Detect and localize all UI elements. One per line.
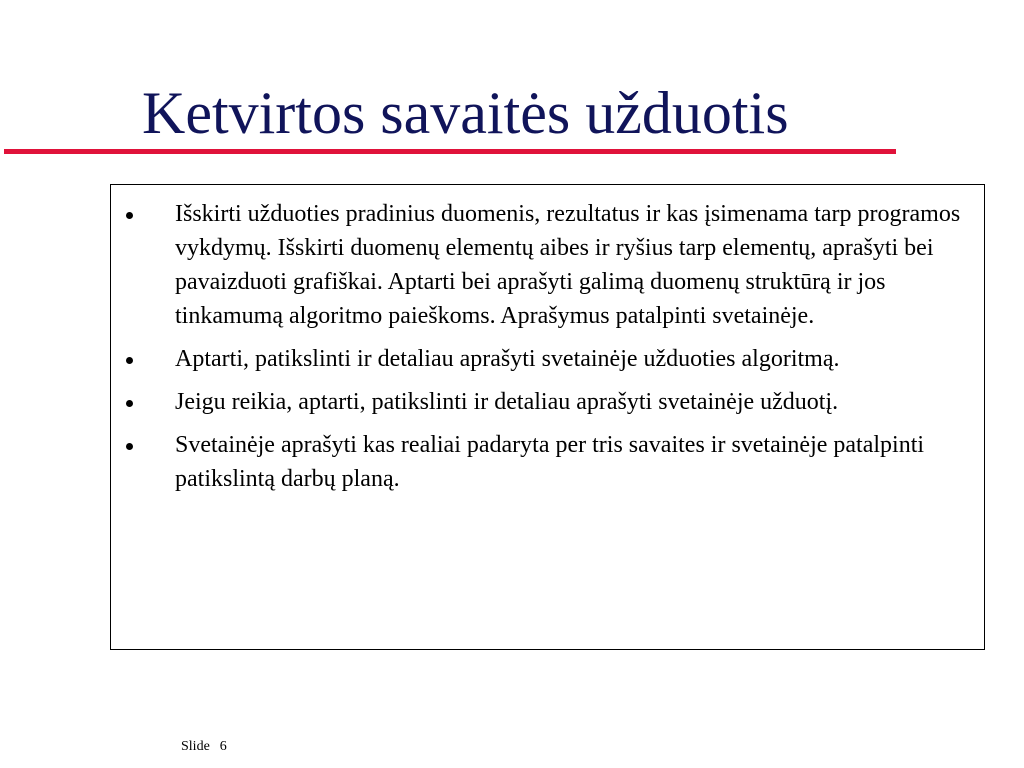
bullet-icon [126,400,133,407]
bullet-text: Aptarti, patikslinti ir detaliau aprašyti svetainėje užduoties algoritmą. [175,346,840,372]
bullet-text: Išskirti užduoties pradinius duomenis, rezultatus ir kas įsimenama tarp programos vykdymų. Išskirti duomenų elementų aibes ir ryšius tarp elementų, aprašyti bei pavaizduoti grafiškai. Aptarti bei aprašyti galimą duomenų struktūrą ir jos tinkamumą algoritmo paieškoms. Aprašymus patalpinti svetainėje. [175,201,961,329]
bullet-item [111,197,984,333]
slide-footer [181,738,227,756]
bullet-icon [126,443,133,450]
content-text-box [110,184,985,650]
title-divider [4,149,896,154]
bullet-icon [126,212,133,219]
bullet-item [111,385,984,419]
bullet-item [111,342,984,376]
bullet-text: Jeigu reikia, aptarti, patikslinti ir detaliau aprašyti svetainėje užduotį. [175,389,839,415]
footer-label: Slide [181,739,210,754]
bullet-text: Svetainėje aprašyti kas realiai padaryta per tris savaites ir svetainėje patalpinti patikslintą darbų planą. [175,432,925,492]
bullet-icon [126,357,133,364]
bullet-list [111,197,984,505]
bullet-item [111,428,984,496]
slide-number: 6 [219,739,227,754]
slide-title: Ketvirtos savaitės užduotis [142,80,789,146]
